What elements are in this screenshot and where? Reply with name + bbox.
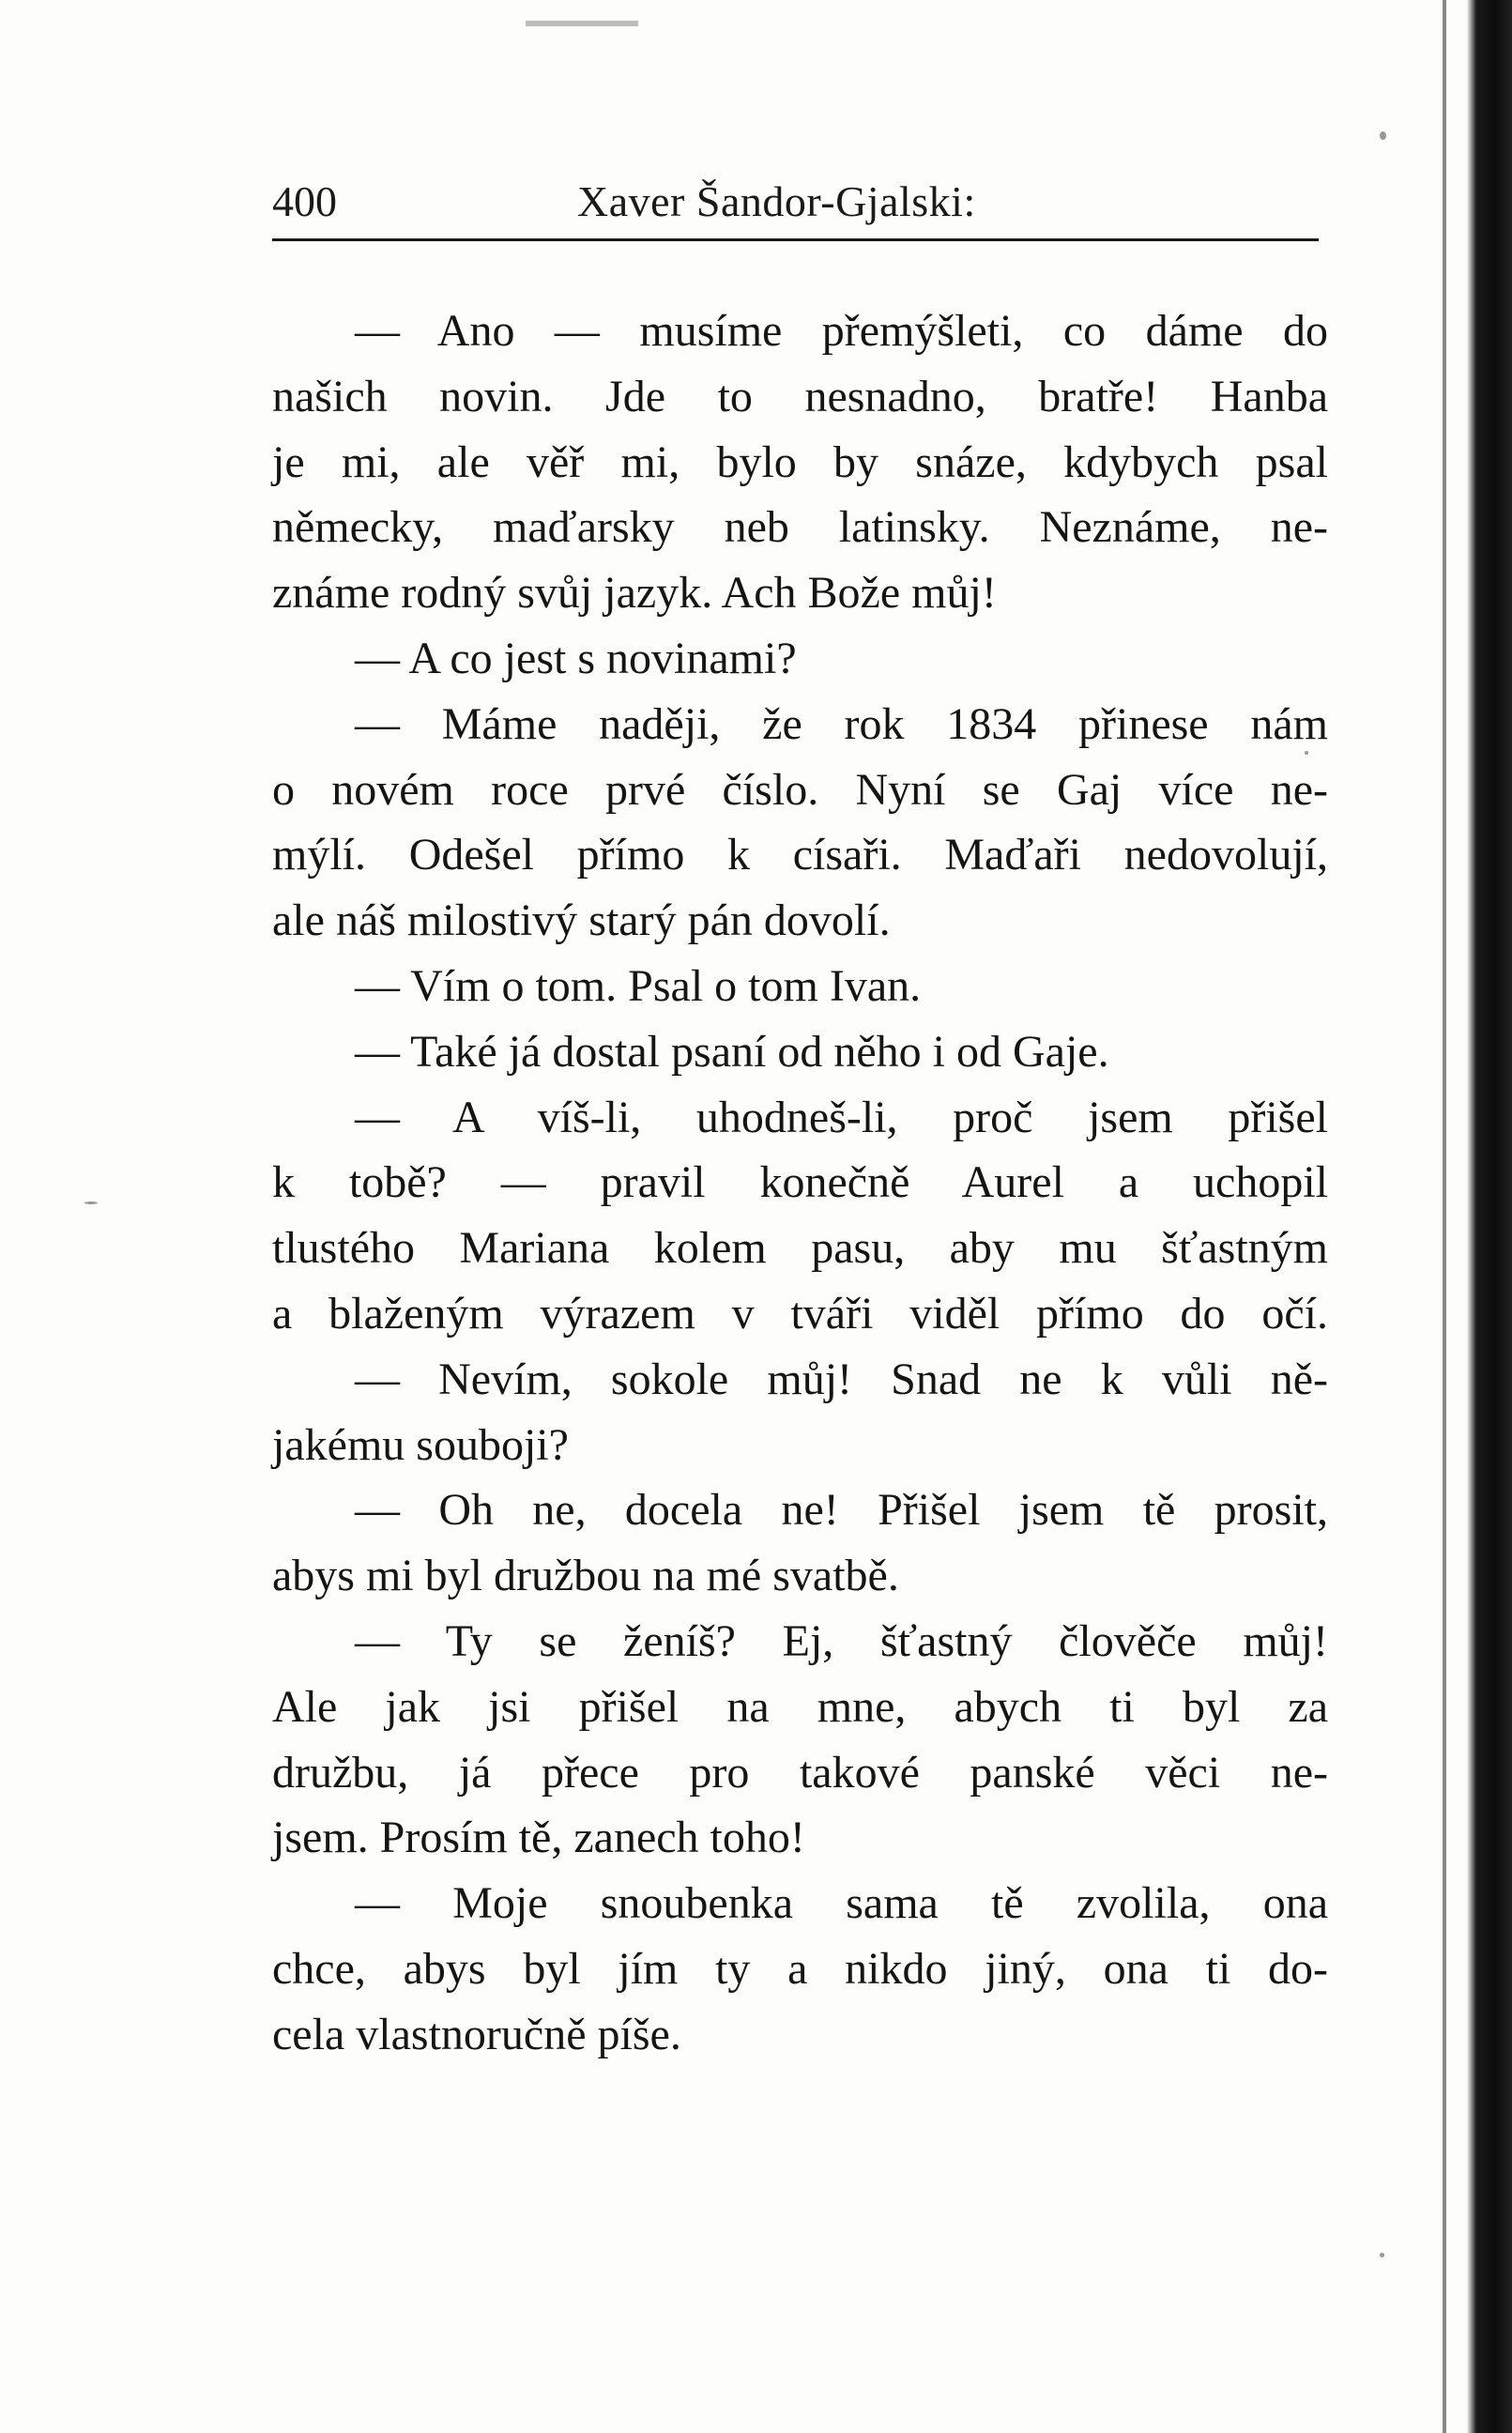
text-line: tlustého Mariana kolem pasu, aby mu šťastným bbox=[272, 1223, 1328, 1274]
text-line: — Ano — musíme přemýšleti, co dáme do bbox=[355, 306, 1328, 356]
text-line: o novém roce prvé číslo. Nyní se Gaj více ne- bbox=[272, 764, 1328, 815]
page-header bbox=[272, 169, 1323, 235]
header-rule bbox=[272, 238, 1319, 241]
scan-edge-line bbox=[1443, 0, 1446, 2433]
text-line: mýlí. Odešel přímo k císaři. Maďaři nedovolují, bbox=[272, 830, 1328, 880]
text-line: známe rodný svůj jazyk. Ach Bože můj! bbox=[272, 568, 997, 619]
scan-page-edge bbox=[1467, 0, 1512, 2433]
text-line: cela vlastnoručně píše. bbox=[272, 2009, 681, 2059]
text-line: — A co jest s novinami? bbox=[355, 633, 797, 683]
text-line: je mi, ale věř mi, bylo by snáze, kdybych psal bbox=[272, 436, 1328, 487]
scan-artifact-top bbox=[526, 21, 638, 26]
text-line: — A víš-li, uhodneš-li, proč jsem přišel bbox=[355, 1092, 1328, 1142]
running-head: Xaver Šandor-Gjalski: bbox=[577, 177, 976, 225]
text-line: — Ty se ženíš? Ej, šťastný člověče můj! bbox=[355, 1615, 1328, 1666]
text-line: jsem. Prosím tě, zanech toho! bbox=[272, 1813, 805, 1863]
body-text bbox=[272, 298, 1328, 2068]
text-line: našich novin. Jde to nesnadno, bratře! Hanba bbox=[272, 371, 1328, 421]
text-line: jakému souboji? bbox=[272, 1419, 569, 1470]
text-line: — Moje snoubenka sama tě zvolila, ona bbox=[355, 1878, 1328, 1929]
text-line: Ale jak jsi přišel na mne, abych ti byl za bbox=[272, 1681, 1328, 1732]
text-line: a blaženým výrazem v tváři viděl přímo do očí. bbox=[272, 1288, 1328, 1339]
page-number: 400 bbox=[272, 177, 337, 225]
text-line: — Také já dostal psaní od něho i od Gaje. bbox=[355, 1026, 1109, 1077]
text-line: — Máme naději, že rok 1834 přinese nám bbox=[355, 698, 1328, 749]
text-line: družbu, já přece pro takové panské věci ne- bbox=[272, 1747, 1328, 1798]
text-line: ale náš milostivý starý pán dovolí. bbox=[272, 895, 891, 946]
text-line: chce, abys byl jím ty a nikdo jiný, ona ti do- bbox=[272, 1943, 1328, 1994]
text-line: — Vím o tom. Psal o tom Ivan. bbox=[355, 960, 922, 1011]
scan-speck bbox=[84, 1201, 98, 1204]
text-line: abys mi byl družbou na mé svatbě. bbox=[272, 1551, 899, 1601]
scan-speck bbox=[1380, 2253, 1384, 2257]
text-line: — Oh ne, docela ne! Přišel jsem tě prosit, bbox=[355, 1485, 1328, 1536]
text-line: — Nevím, sokole můj! Snad ne k vůli ně- bbox=[355, 1354, 1328, 1404]
scan-speck bbox=[1380, 131, 1386, 140]
text-line: německy, maďarsky neb latinsky. Neznáme, ne- bbox=[272, 502, 1328, 553]
text-line: k tobě? — pravil konečně Aurel a uchopil bbox=[272, 1157, 1328, 1208]
